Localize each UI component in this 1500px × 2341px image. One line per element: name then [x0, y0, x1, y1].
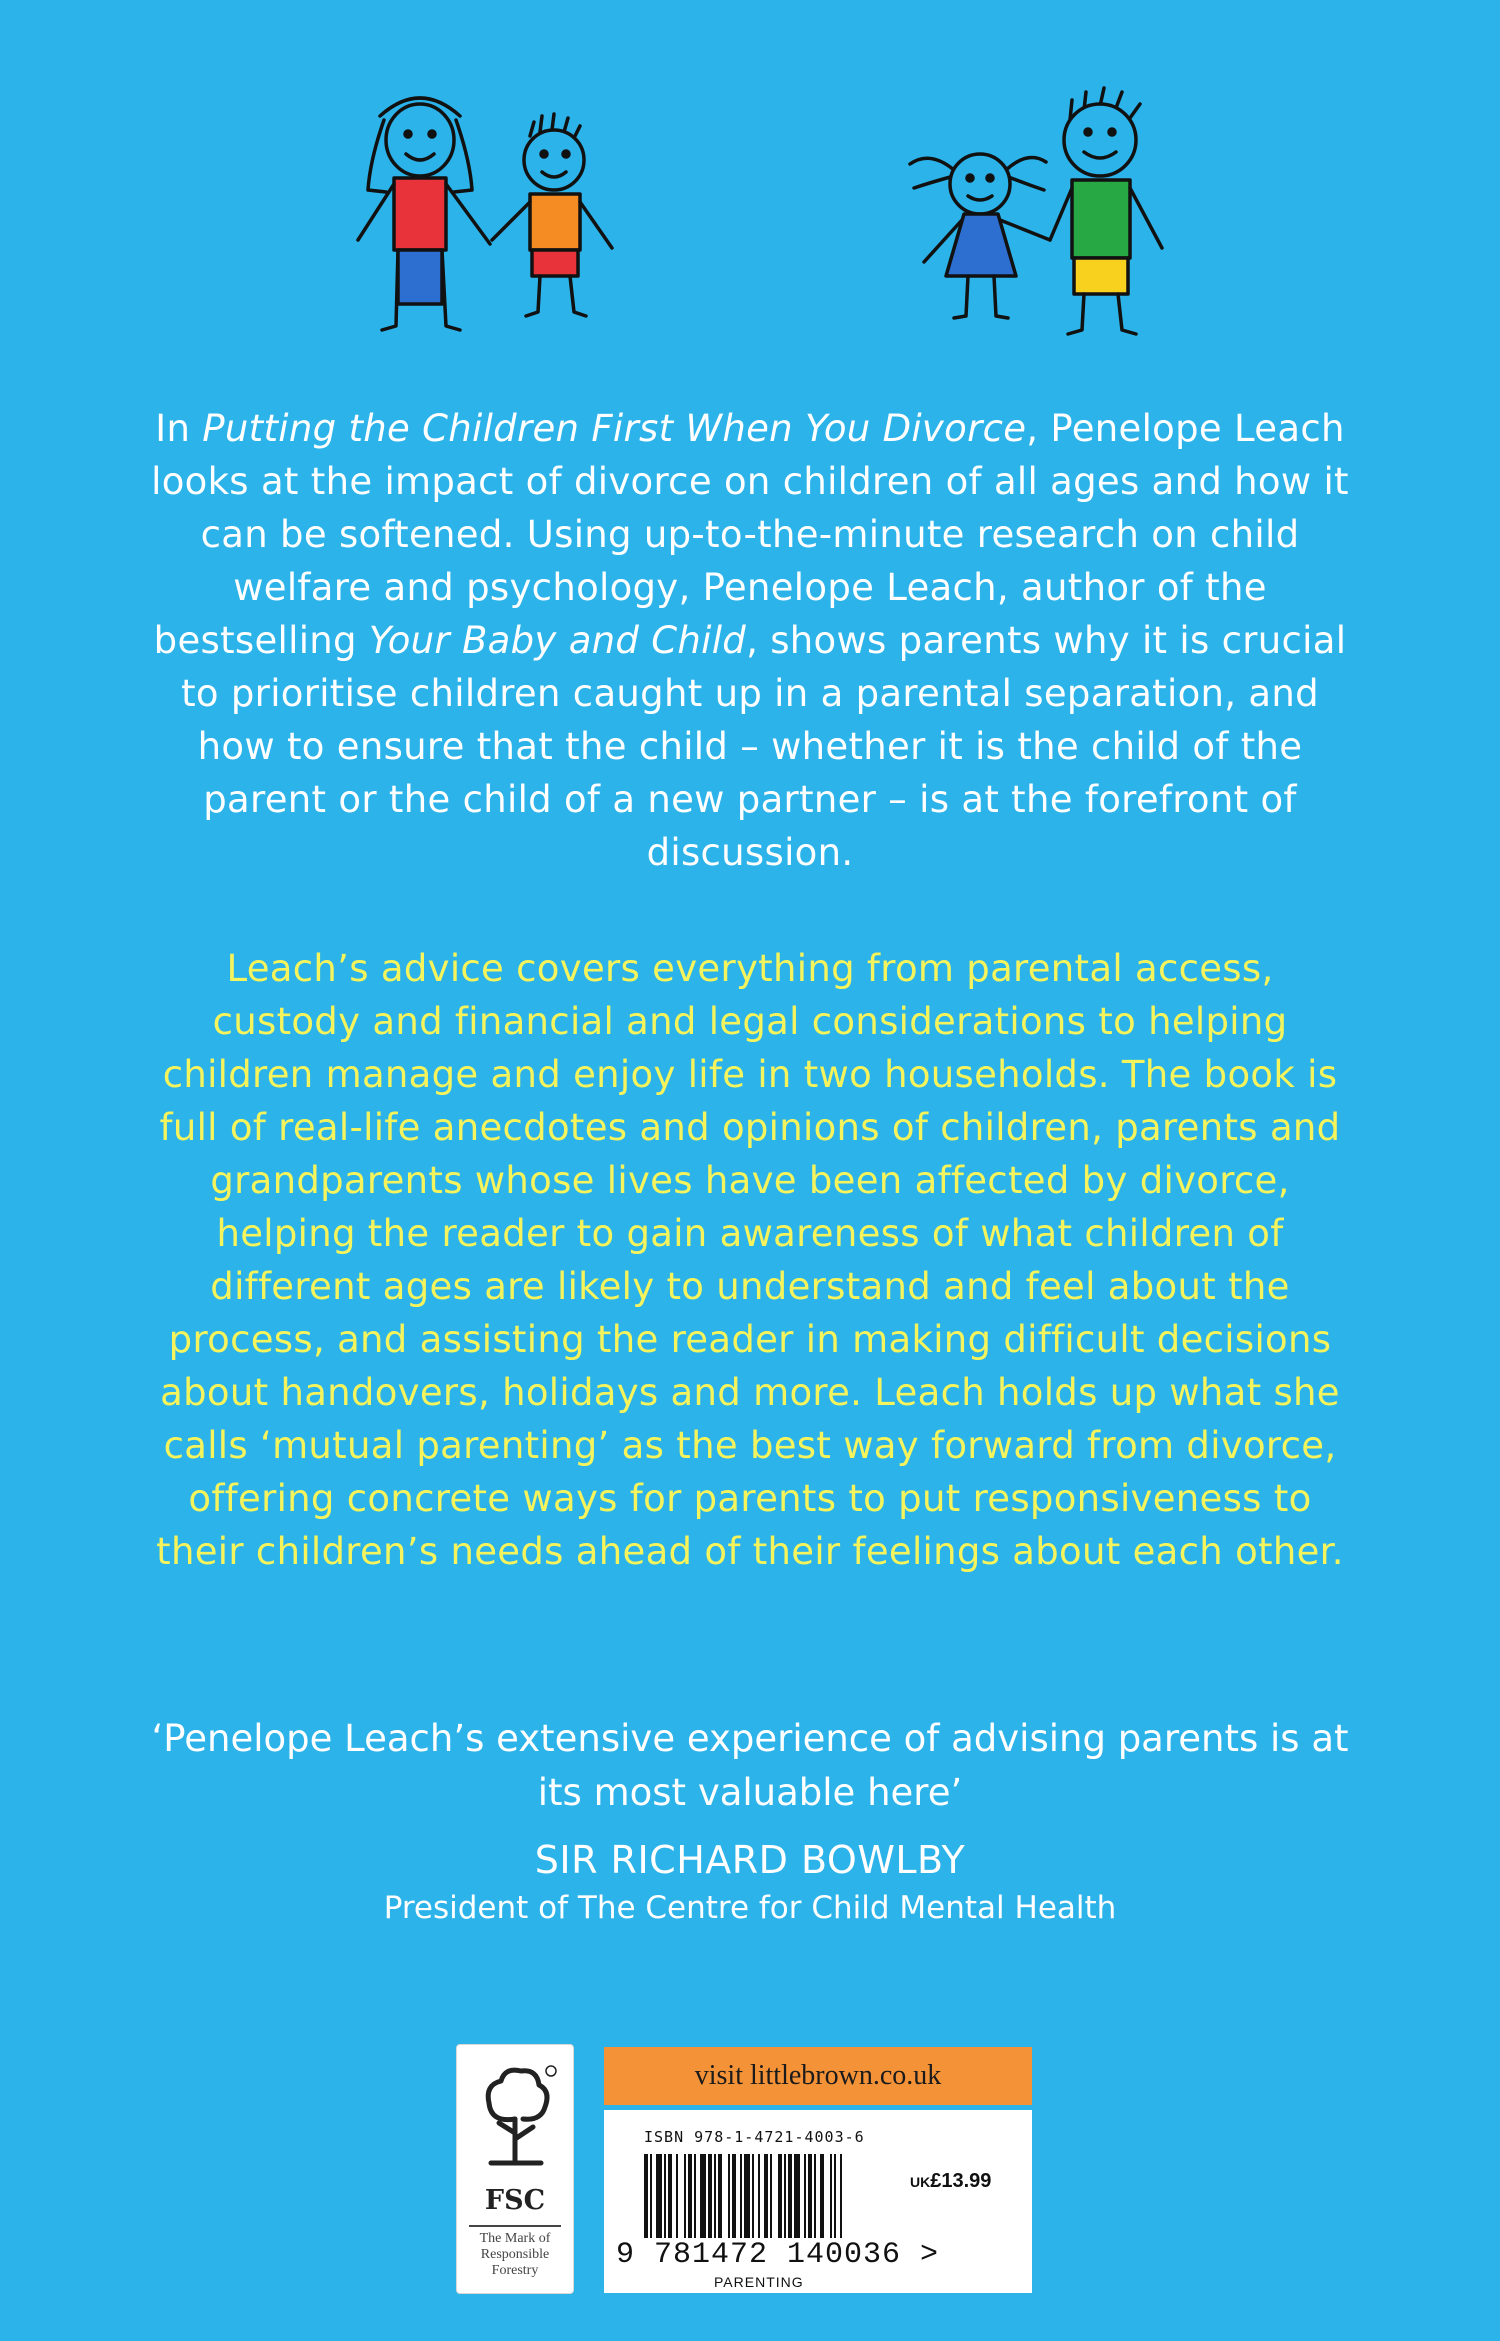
- blurb-text: , Penelope Leach looks at the impact of divorce on children of all ages and how it can be softened. Using up-to-the-minute research on child welfare and psychology, Penelope Leach, author of the bestselling: [151, 407, 1349, 662]
- fsc-label: FSC: [484, 2185, 546, 2216]
- barcode-icon: [644, 2154, 906, 2238]
- quote-author-role: President of The Centre for Child Mental Health: [383, 1890, 1117, 1926]
- barcode-bar: [668, 2154, 672, 2238]
- barcode-bar: [840, 2154, 842, 2238]
- stick-family-right-illustration: [900, 80, 1190, 360]
- barcode-bar: [814, 2154, 816, 2238]
- book-title: Putting the Children First When You Divorce: [202, 407, 1027, 450]
- barcode-bar: [784, 2154, 786, 2238]
- barcode-bar: [708, 2154, 712, 2238]
- barcode-bar: [718, 2154, 722, 2238]
- publisher-website-band[interactable]: visit littlebrown.co.uk: [604, 2047, 1032, 2105]
- fsc-tree-icon: [471, 2063, 559, 2173]
- fsc-badge: [456, 2044, 574, 2294]
- barcode-bar: [764, 2154, 768, 2238]
- barcode-bar: [728, 2154, 730, 2238]
- bestseller-title: Your Baby and Child: [368, 619, 747, 662]
- barcode-bar: [732, 2154, 736, 2238]
- blurb-text: , shows parents why it is crucial to prioritise children caught up in a parental separation, and how to ensure that the child – whether it is the child of the parent or the child of a new partner – is at the forefront of discussion.: [181, 619, 1347, 874]
- barcode-bar: [834, 2154, 836, 2238]
- barcode-bar: [676, 2154, 678, 2238]
- barcode-bar: [770, 2154, 772, 2238]
- barcode-bar: [820, 2154, 824, 2238]
- barcode-bar: [694, 2154, 696, 2238]
- subject-category: PARENTING: [714, 2274, 804, 2290]
- price-currency: UK: [910, 2174, 931, 2190]
- barcode-bar: [752, 2154, 754, 2238]
- barcode-bar: [788, 2154, 792, 2238]
- fsc-divider: [469, 2225, 561, 2227]
- barcode-bar: [664, 2154, 666, 2238]
- blurb-text: In: [155, 407, 203, 450]
- barcode-digits: 9 781472 140036 >: [616, 2238, 940, 2272]
- price-label: [910, 2170, 991, 2193]
- barcode-bar: [794, 2154, 800, 2238]
- barcode-bar: [744, 2154, 750, 2238]
- stick-family-left-illustration: [340, 80, 660, 360]
- barcode-bar: [684, 2154, 686, 2238]
- barcode-bar: [740, 2154, 742, 2238]
- barcode-bar: [644, 2154, 648, 2238]
- price-value: £13.99: [930, 2170, 992, 2192]
- barcode-bar: [808, 2154, 812, 2238]
- barcode-bar: [804, 2154, 806, 2238]
- barcode-panel: [604, 2110, 1032, 2293]
- blurb-paragraph-1: [150, 402, 1350, 879]
- fsc-caption: The Mark of Responsible Forestry: [479, 2231, 551, 2278]
- barcode-bar: [778, 2154, 782, 2238]
- barcode-bar: [656, 2154, 662, 2238]
- blurb-paragraph-2: Leach’s advice covers everything from parental access, custody and financial and legal considerations to helping children manage and enjoy life in two households. The book is full of real-life anecdotes and opinions of children, parents and grandparents whose lives have been affected by divorce, helping the reader to gain awareness of what children of different ages are likely to understand and feel about the process, and assisting the reader in making difficult decisions about handovers, holidays and more. Leach holds up what she calls ‘mutual parenting’ as the best way forward from divorce, offering concrete ways for parents to put responsiveness to their children’s needs ahead of their feelings about each other.: [156, 947, 1344, 1573]
- barcode-bar: [830, 2154, 832, 2238]
- barcode-bar: [758, 2154, 760, 2238]
- review-quote: ‘Penelope Leach’s extensive experience of advising parents is at its most valuable here’: [151, 1717, 1349, 1814]
- barcode-bar: [700, 2154, 706, 2238]
- barcode-bar: [688, 2154, 692, 2238]
- barcode-bar: [714, 2154, 716, 2238]
- barcode-bar: [650, 2154, 652, 2238]
- quote-author: SIR RICHARD BOWLBY: [534, 1838, 966, 1882]
- isbn-text: ISBN 978-1-4721-4003-6: [644, 2128, 865, 2146]
